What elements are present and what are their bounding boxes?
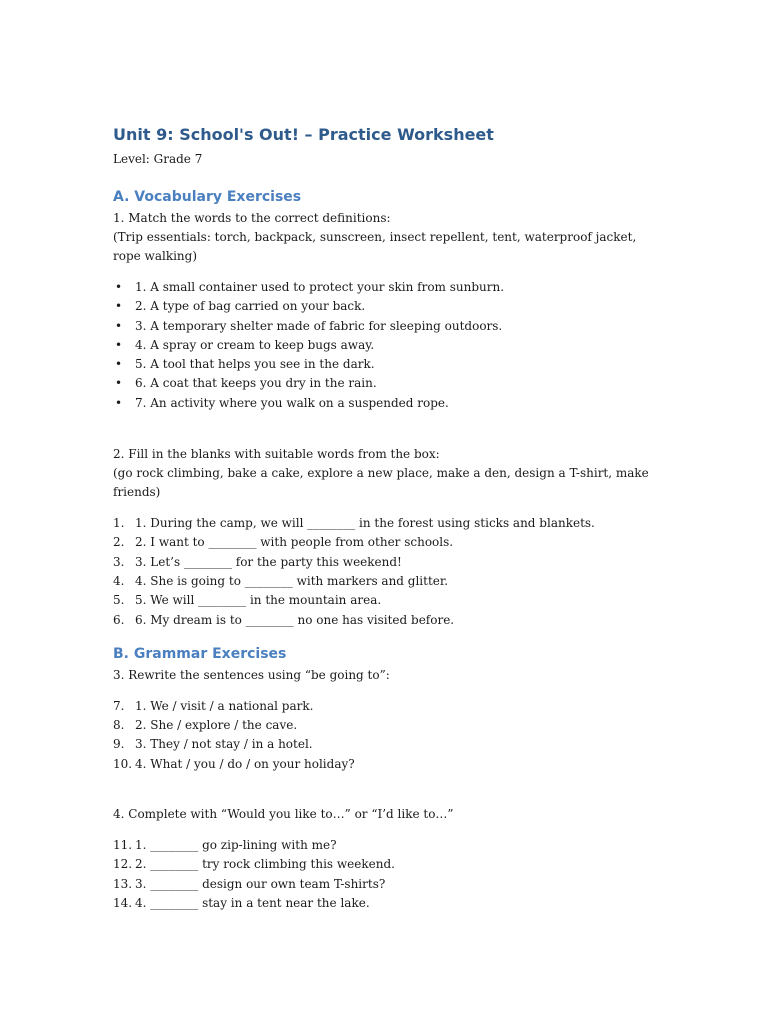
exercise-2-word-bank: (go rock climbing, bake a cake, explore a new place, make a den, design a T-shirt, make friends) [113,466,649,500]
list-item: • 3. A temporary shelter made of fabric for sleeping outdoors. [113,317,653,336]
list-item: • 7. An activity where you walk on a suspended rope. [113,394,653,413]
section-a-heading: A. Vocabulary Exercises [113,189,302,205]
list-item: 9. 3. They / not stay / in a hotel. [113,737,313,752]
section-b-heading: B. Grammar Exercises [113,645,287,662]
exercise-3-prompt: 3. Rewrite the sentences using “be going to”: [113,667,390,682]
list-item: 10. 4. What / you / do / on your holiday? [113,756,355,771]
exercise-1-prompt: 1. Match the words to the correct definitions: [113,211,391,225]
exercise-4-prompt: 4. Complete with “Would you like to…” or “I’d like to…” [113,807,454,822]
list-item: 1. 1. During the camp, we will ________ in the forest using sticks and blankets. [113,516,595,531]
grade-level: Level: Grade 7 [113,152,203,166]
list-item: 14. 4. ________ stay in a tent near the lake. [113,895,370,910]
list-item: 6. 6. My dream is to ________ no one has visited before. [113,612,455,627]
list-item: 4. 4. She is going to ________ with markers and glitter. [113,573,449,588]
list-item: • 1. A small container used to protect your skin from sunburn. [113,278,653,297]
exercise-1-word-bank: (Trip essentials: torch, backpack, sunscreen, insect repellent, tent, waterproof jacket, rope walking) [113,230,637,263]
exercise-4-list [113,836,653,913]
list-item: 7. 1. We / visit / a national park. [113,698,314,713]
list-item: • 5. A tool that helps you see in the dark. [113,355,653,374]
bullet-icon: • [115,299,123,314]
exercise-3-list [113,697,653,774]
list-item: • 6. A coat that keeps you dry in the rain. [113,374,653,393]
list-item: 12. 2. ________ try rock climbing this weekend. [113,857,395,872]
exercise-2-list [113,514,653,630]
bullet-icon: • [115,357,123,372]
bullet-icon: • [115,376,123,391]
exercise-2-prompt: 2. Fill in the blanks with suitable words from the box: [113,447,440,462]
list-item: • 4. A spray or cream to keep bugs away. [113,336,653,355]
list-item: 11. 1. ________ go zip-lining with me? [113,838,337,853]
list-item: 5. 5. We will ________ in the mountain area. [113,593,382,608]
list-item: 8. 2. She / explore / the cave. [113,718,298,733]
bullet-icon: • [115,280,123,294]
bullet-icon: • [115,337,123,352]
document-title: Unit 9: School's Out! – Practice Worksheet [113,125,494,144]
bullet-icon: • [115,395,123,410]
list-item: 3. 3. Let’s ________ for the party this weekend! [113,554,402,569]
exercise-1-list [113,278,653,413]
worksheet-page [113,124,653,913]
list-item: • 2. A type of bag carried on your back. [113,297,653,316]
list-item: 13. 3. ________ design our own team T-shirts? [113,876,386,891]
bullet-icon: • [115,318,123,333]
list-item: 2. 2. I want to ________ with people from other schools. [113,535,454,550]
